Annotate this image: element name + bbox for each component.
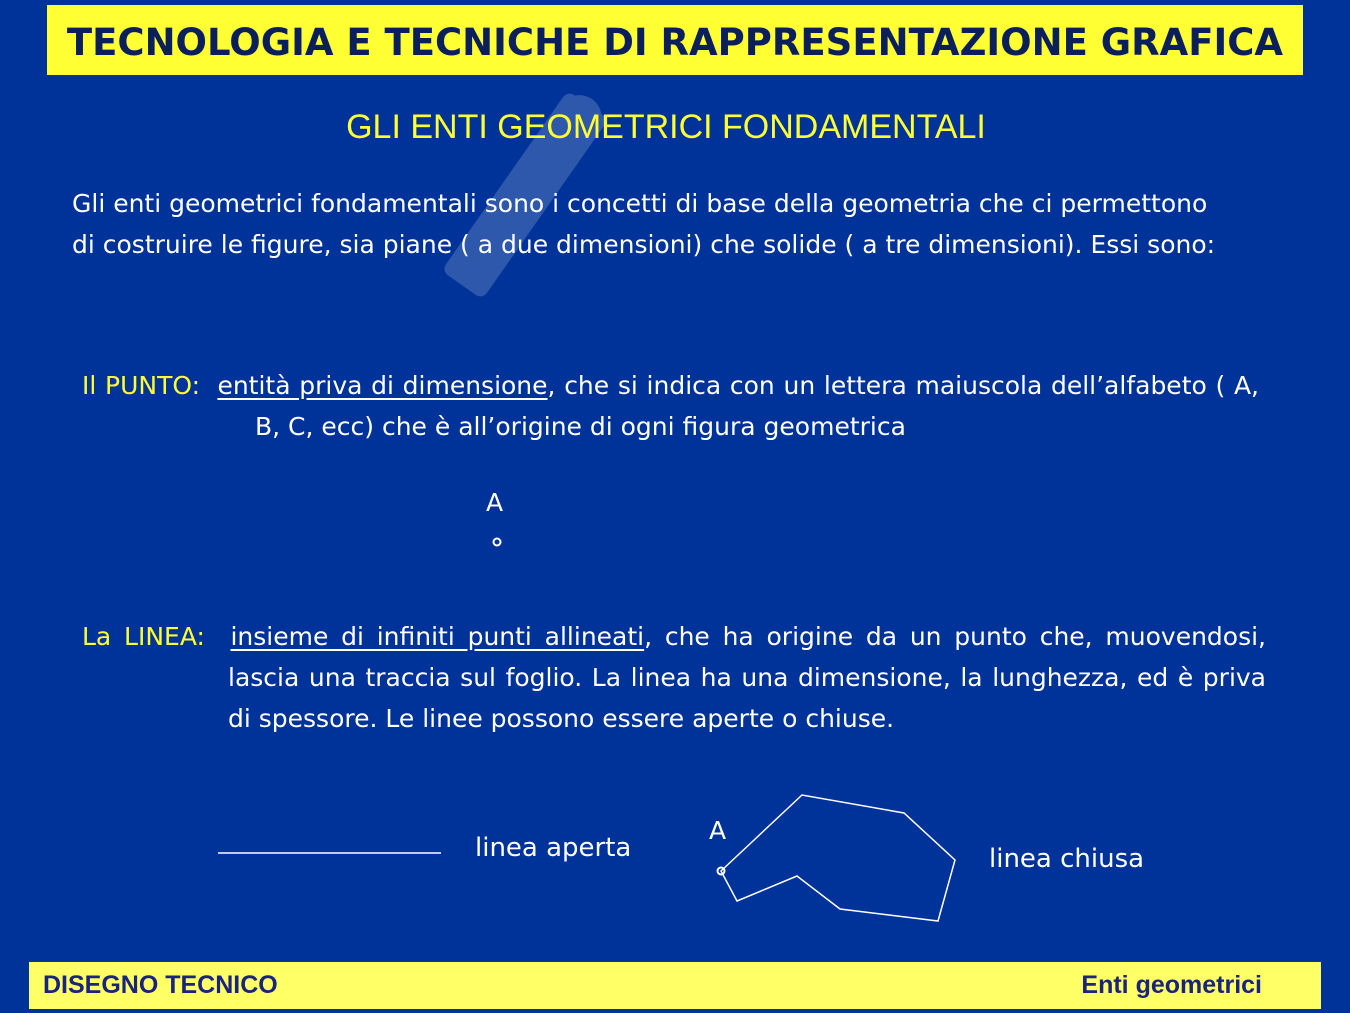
intro-paragraph: Gli enti geometrici fondamentali sono i concetti di base della geometria che ci permettono di costruire le figure, sia piane ( a due dimensioni) che solide ( a tre dimensioni). Essi sono: [72, 189, 1216, 259]
footer-left: DISEGNO TECNICO [43, 971, 278, 999]
point-a-label: A [486, 488, 504, 517]
section-subtitle: GLI ENTI GEOMETRICI FONDAMENTALI [346, 108, 986, 146]
header-bar [47, 5, 1303, 75]
closed-line-caption: linea chiusa [989, 844, 1145, 874]
definition-linea [82, 616, 1266, 739]
definition-punto-underlined: entità priva di dimensione [217, 371, 548, 400]
closed-line-point-dot [718, 868, 725, 875]
definition-linea-text: , che ha origine da un punto che, muovendosi, lascia una traccia sul foglio. La linea ha una dimensione, la lunghezza, ed è priva di spessore. Le linee possono essere aperte o chiuse. [228, 622, 1266, 733]
definition-punto [82, 365, 1259, 447]
closed-line-point-label: A [709, 816, 727, 845]
definition-punto-text: , che si indica con un lettera maiuscola dell’alfabeto ( A, B, C, ecc) che è all’origine di ogni figura geometrica [255, 371, 1259, 441]
open-line-caption: linea aperta [475, 833, 632, 863]
term-punto: Il PUNTO: [82, 371, 201, 400]
footer-bar [29, 962, 1321, 1009]
closed-line [721, 795, 955, 921]
footer-right: Enti geometrici [1081, 971, 1262, 999]
term-linea: La LINEA: [82, 622, 205, 651]
point-a-dot [494, 539, 501, 546]
definition-linea-underlined: insieme di infiniti punti allineati [230, 622, 645, 651]
page-title: TECNOLOGIA E TECNICHE DI RAPPRESENTAZIONE GRAFICA [66, 20, 1284, 64]
